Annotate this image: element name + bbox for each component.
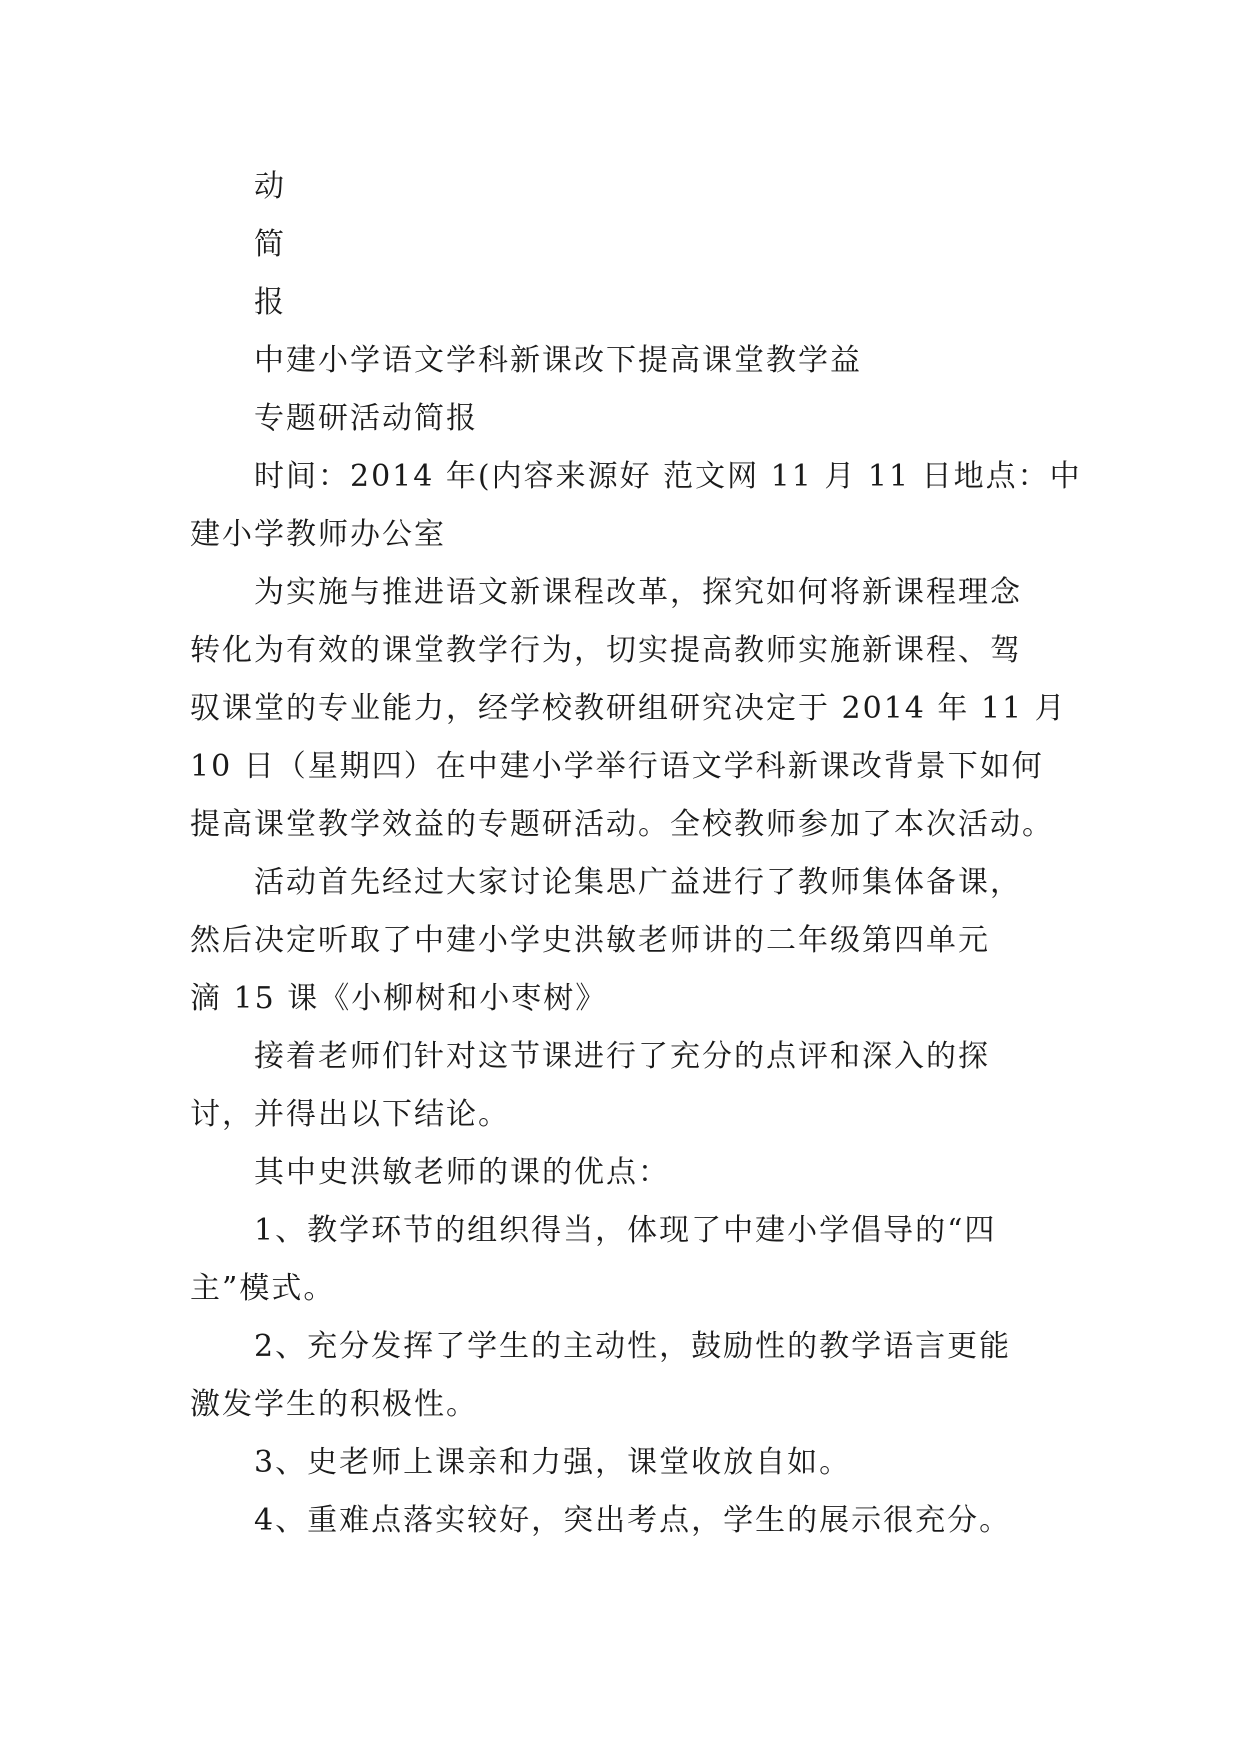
list-item-3-line-1: 3、史老师上课亲和力强，课堂收放自如。 <box>254 1445 852 1480</box>
paragraph-4-line-1: 其中史洪敏老师的课的优点： <box>254 1155 670 1190</box>
heading-char-1: 动 <box>254 169 286 204</box>
paragraph-1-line-2: 转化为有效的课堂教学行为，切实提高教师实施新课程、驾 <box>190 633 1022 668</box>
paragraph-1-line-3: 驭课堂的专业能力，经学校教研组研究决定于 2014 年 11 月 <box>190 691 1067 726</box>
paragraph-3-line-1: 接着老师们针对这节课进行了充分的点评和深入的探 <box>254 1039 990 1074</box>
heading-char-2: 简 <box>254 227 286 262</box>
paragraph-1-line-4: 10 日（星期四）在中建小学举行语文学科新课改背景下如何 <box>190 749 1044 784</box>
paragraph-3-line-2: 讨，并得出以下结论。 <box>190 1097 510 1132</box>
list-item-2-line-1: 2、充分发挥了学生的主动性，鼓励性的教学语言更能 <box>254 1329 1012 1364</box>
title-line-2: 专题研活动简报 <box>254 401 478 436</box>
list-item-4-line-1: 4、重难点落实较好，突出考点，学生的展示很充分。 <box>254 1503 1012 1538</box>
title-line-1: 中建小学语文学科新课改下提高课堂教学益 <box>254 343 862 378</box>
meta-location-continued: 建小学教师办公室 <box>190 517 446 552</box>
heading-char-3: 报 <box>254 285 286 320</box>
paragraph-1-line-5: 提高课堂教学效益的专题研活动。全校教师参加了本次活动。 <box>190 807 1054 842</box>
paragraph-2-line-1: 活动首先经过大家讨论集思广益进行了教师集体备课， <box>254 865 1022 900</box>
list-item-1-line-1: 1、教学环节的组织得当，体现了中建小学倡导的“四 <box>254 1213 997 1248</box>
list-item-2-line-2: 激发学生的积极性。 <box>190 1387 478 1422</box>
list-item-1-line-2: 主”模式。 <box>190 1271 336 1306</box>
paragraph-2-line-2: 然后决定听取了中建小学史洪敏老师讲的二年级第四单元 <box>190 923 990 958</box>
paragraph-1-line-1: 为实施与推进语文新课程改革，探究如何将新课程理念 <box>254 575 1022 610</box>
document-body <box>190 158 1082 1550</box>
paragraph-2-line-3: 滴 15 课《小柳树和小枣树》 <box>190 981 608 1016</box>
meta-time-location: 时间：2014 年(内容来源好 范文网 11 月 11 日地点：中 <box>254 459 1082 494</box>
